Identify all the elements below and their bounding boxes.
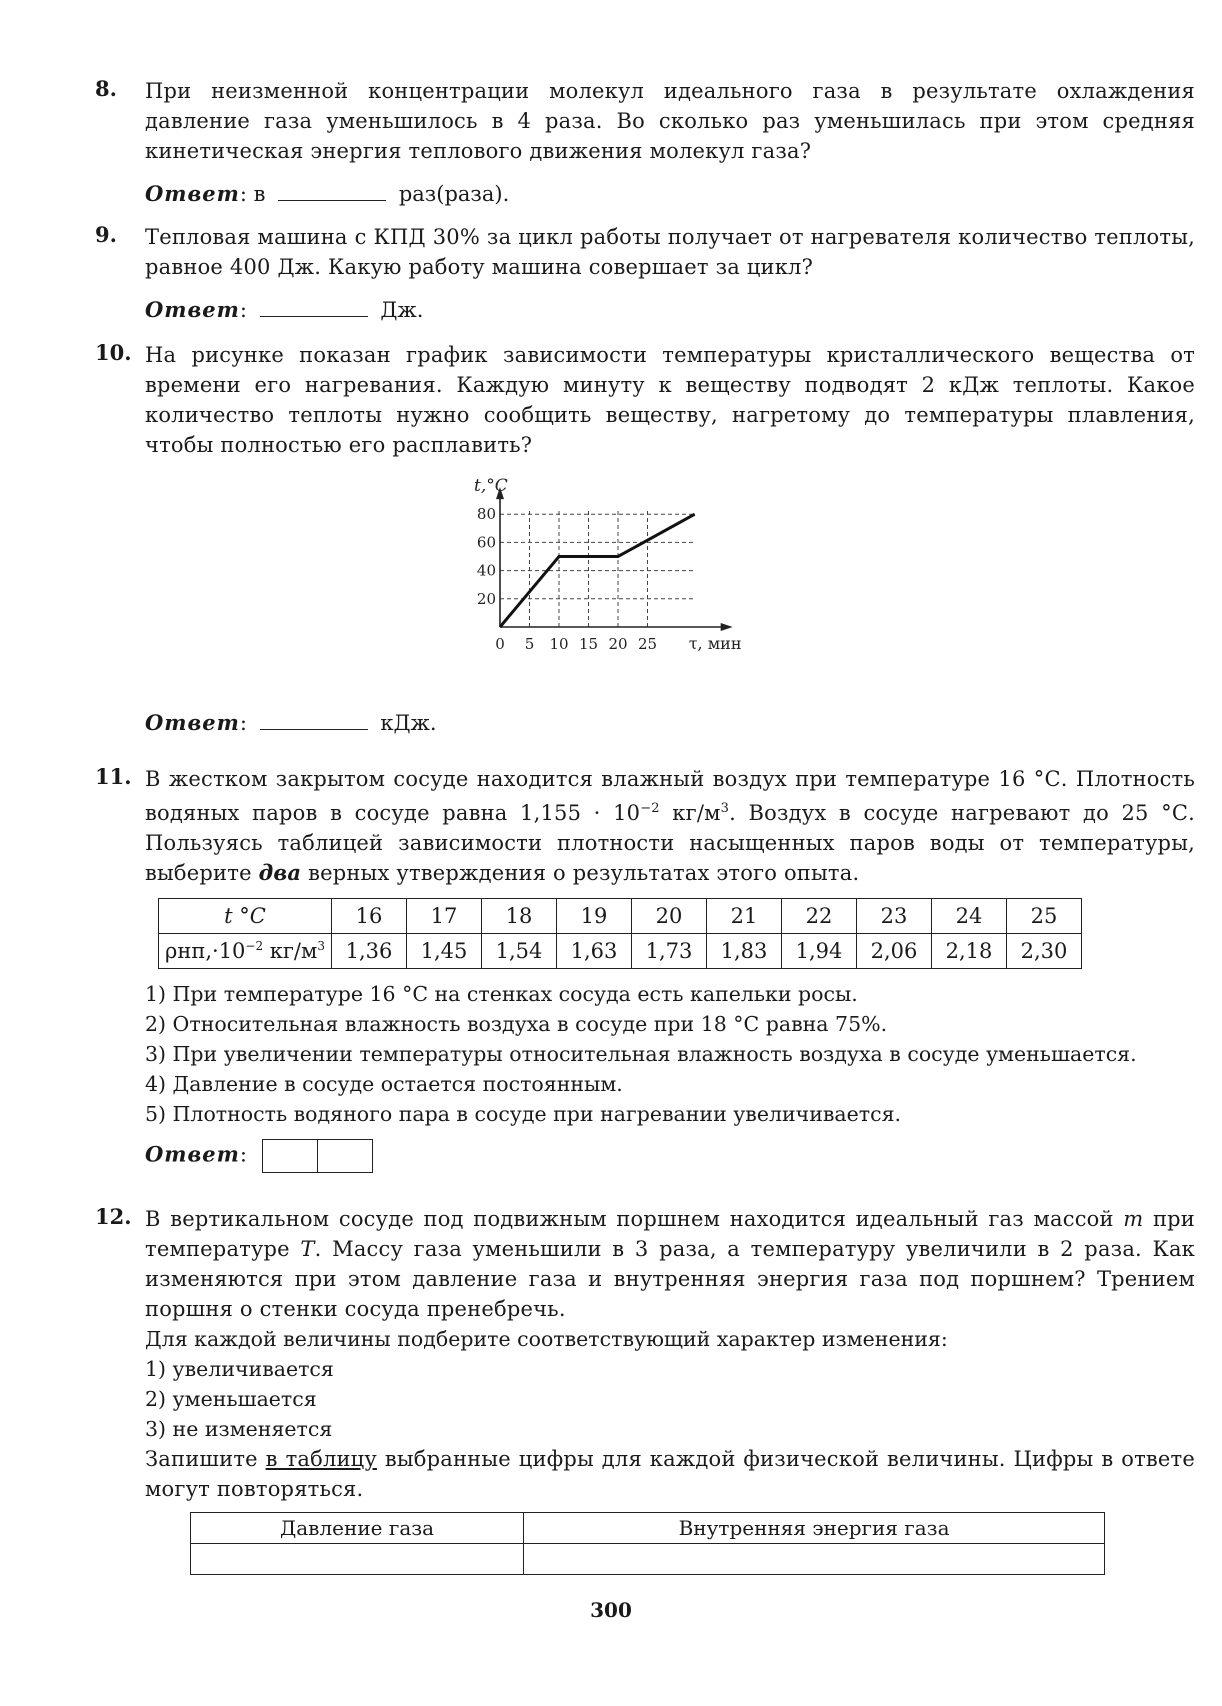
answer-cell-energy[interactable]	[524, 1544, 1105, 1575]
x-axis-label: τ, мин	[688, 634, 742, 653]
temp-cell: 21	[707, 899, 782, 934]
answer-line	[145, 178, 1195, 209]
density-cell: 1,54	[482, 934, 557, 969]
answer-cell-pressure[interactable]	[191, 1544, 524, 1575]
answer-box[interactable]	[262, 1139, 318, 1173]
answer-line	[145, 294, 1195, 325]
density-cell: 2,06	[857, 934, 932, 969]
x-axis-arrow	[721, 623, 733, 631]
density-cell: 2,30	[1007, 934, 1082, 969]
temp-cell: 19	[557, 899, 632, 934]
y-tick-label: 80	[476, 505, 496, 524]
answer-blank[interactable]	[260, 707, 368, 730]
x-tick-label: 5	[524, 635, 535, 653]
question-9	[95, 222, 1195, 325]
answer-line	[145, 707, 1195, 738]
answer-prefix: :	[239, 298, 247, 322]
options-list	[145, 1354, 1195, 1444]
option: 1) При температуре 16 °С на стенках сосуда есть капельки росы.	[145, 982, 858, 1006]
temp-cell: 20	[632, 899, 707, 934]
write-instruction	[145, 1444, 1195, 1504]
option: 2) уменьшается	[145, 1387, 317, 1411]
density-cell: 1,73	[632, 934, 707, 969]
density-cell: 1,45	[407, 934, 482, 969]
temp-cell: 22	[782, 899, 857, 934]
density-cell: 1,83	[707, 934, 782, 969]
exponent: −2	[640, 801, 660, 816]
answer-unit: Дж.	[380, 298, 424, 322]
question-text	[145, 1204, 1195, 1324]
y-axis-label: t,°C	[474, 476, 508, 497]
row-header: t °C	[159, 899, 332, 934]
x-tick-label: 25	[637, 635, 658, 653]
density-cell: 2,18	[932, 934, 1007, 969]
header-text: ρнп,·10	[165, 939, 246, 963]
x-tick-label: 0	[495, 635, 505, 653]
y-tick-label: 40	[476, 561, 496, 580]
question-text	[145, 764, 1195, 888]
text-part: выбранные цифры для каждой физической величины. Цифры в ответе могут повторяться.	[145, 1447, 1196, 1501]
table-row	[191, 1544, 1105, 1575]
y-tick-label: 60	[476, 533, 496, 552]
table-header-row	[191, 1513, 1105, 1544]
answer-unit: кДж.	[380, 711, 437, 735]
text-part: В вертикальном сосуде под подвижным поршнем находится идеальный газ массой	[145, 1207, 1124, 1231]
density-cell: 1,36	[332, 934, 407, 969]
question-number: 12.	[95, 1204, 132, 1229]
temp-cell: 24	[932, 899, 1007, 934]
table-row	[159, 899, 1082, 934]
question-12	[95, 1204, 1195, 1575]
text-part: В жестком закрытом сосуде находится влажный воздух при температуре 16 °С. Плотность водяных паров в сосуде равна 1,155 · 10	[145, 767, 1195, 825]
temperature-time-graph	[470, 476, 810, 675]
column-header-pressure: Давление газа	[191, 1513, 524, 1544]
answer-line	[145, 1139, 1195, 1173]
exponent: −2	[245, 939, 264, 953]
response-table	[190, 1512, 1105, 1575]
question-11	[95, 764, 1195, 1173]
temp-cell: 17	[407, 899, 482, 934]
answer-prefix: : в	[239, 182, 266, 206]
answer-box[interactable]	[318, 1139, 373, 1173]
text-part: . Воздух в сосуде нагревают до 25 °С. Пользуясь таблицей зависимости плотности насыщенных паров воды от температуры, выберите	[145, 801, 1195, 885]
variable: m	[1123, 1207, 1144, 1231]
option: 5) Плотность водяного пара в сосуде при нагревании увеличивается.	[145, 1102, 902, 1126]
answer-blank[interactable]	[278, 178, 386, 201]
option: 1) увеличивается	[145, 1357, 334, 1381]
options-list	[145, 979, 1195, 1129]
answer-label: Ответ	[145, 297, 240, 322]
question-number: 9.	[95, 222, 117, 247]
option: 3) не изменяется	[145, 1417, 333, 1441]
instruction: Для каждой величины подберите соответствующий характер изменения:	[145, 1327, 948, 1351]
question-text: При неизменной концентрации молекул идеального газа в результате охлаждения давление газа уменьшилось в 4 раза. Во сколько раз уменьшилась при этом средняя кинетическая энергия теплового движения молекул газа?	[145, 79, 1195, 163]
answer-label: Ответ	[145, 181, 240, 206]
exponent: 3	[317, 939, 325, 953]
temp-cell: 16	[332, 899, 407, 934]
density-cell: 1,94	[782, 934, 857, 969]
question-number: 8.	[95, 76, 117, 101]
answer-colon: :	[239, 1142, 247, 1167]
underlined-text: в таблицу	[265, 1447, 377, 1471]
table-row	[159, 934, 1082, 969]
question-number: 10.	[95, 340, 132, 365]
text-part: верных утверждения о результатах этого опыта.	[301, 861, 860, 885]
saturated-vapor-table	[158, 898, 1082, 969]
emphasis: два	[258, 860, 302, 885]
x-tick-label: 20	[608, 635, 628, 653]
text-part: кг/м	[659, 801, 721, 825]
question-number: 11.	[95, 764, 132, 789]
text-part: . Массу газа уменьшили в 3 раза, а температуру увеличили в 2 раза. Как изменяются при этом давление газа и внутренняя энергия газа под поршнем? Трением поршня о стенки сосуда пренебречь.	[145, 1237, 1196, 1321]
density-cell: 1,63	[557, 934, 632, 969]
question-8	[95, 76, 1195, 209]
answer-label: Ответ	[145, 710, 240, 735]
option: 2) Относительная влажность воздуха в сосуде при 18 °С равна 75%.	[145, 1012, 888, 1036]
question-text: Тепловая машина с КПД 30% за цикл работы получает от нагревателя количество теплоты, равное 400 Дж. Какую работу машина совершает за цикл?	[145, 225, 1195, 279]
option: 4) Давление в сосуде остается постоянным.	[145, 1072, 623, 1096]
x-tick-label: 15	[578, 635, 599, 653]
question-10	[95, 340, 1195, 460]
answer-boxes	[262, 1139, 373, 1173]
variable: T	[300, 1237, 315, 1261]
page-number: 300	[590, 1598, 632, 1622]
column-header-energy: Внутренняя энергия газа	[524, 1513, 1105, 1544]
y-tick-label: 20	[476, 589, 496, 608]
question-10-answer	[95, 707, 1195, 738]
text-part: при температуре	[145, 1207, 1195, 1261]
header-text: кг/м	[263, 939, 318, 963]
text-part: Запишите	[145, 1447, 266, 1471]
exponent: 3	[720, 801, 730, 816]
x-tick-label: 10	[549, 635, 569, 653]
question-text: На рисунке показан график зависимости температуры кристаллического вещества от времени его нагревания. Каждую минуту к веществу подводят 2 кДж теплоты. Какое количество теплоты нужно сообщить веществу, нагретому до температуры плавления, чтобы полностью его расплавить?	[145, 343, 1195, 457]
answer-prefix: :	[239, 711, 247, 735]
answer-unit: раз(раза).	[398, 182, 510, 206]
option: 3) При увеличении температуры относительная влажность воздуха в сосуде уменьшается.	[145, 1042, 1137, 1066]
answer-label: Ответ	[145, 1141, 240, 1167]
answer-blank[interactable]	[260, 294, 368, 317]
temp-cell: 25	[1007, 899, 1082, 934]
temp-cell: 23	[857, 899, 932, 934]
row-header	[159, 934, 332, 969]
temp-cell: 18	[482, 899, 557, 934]
